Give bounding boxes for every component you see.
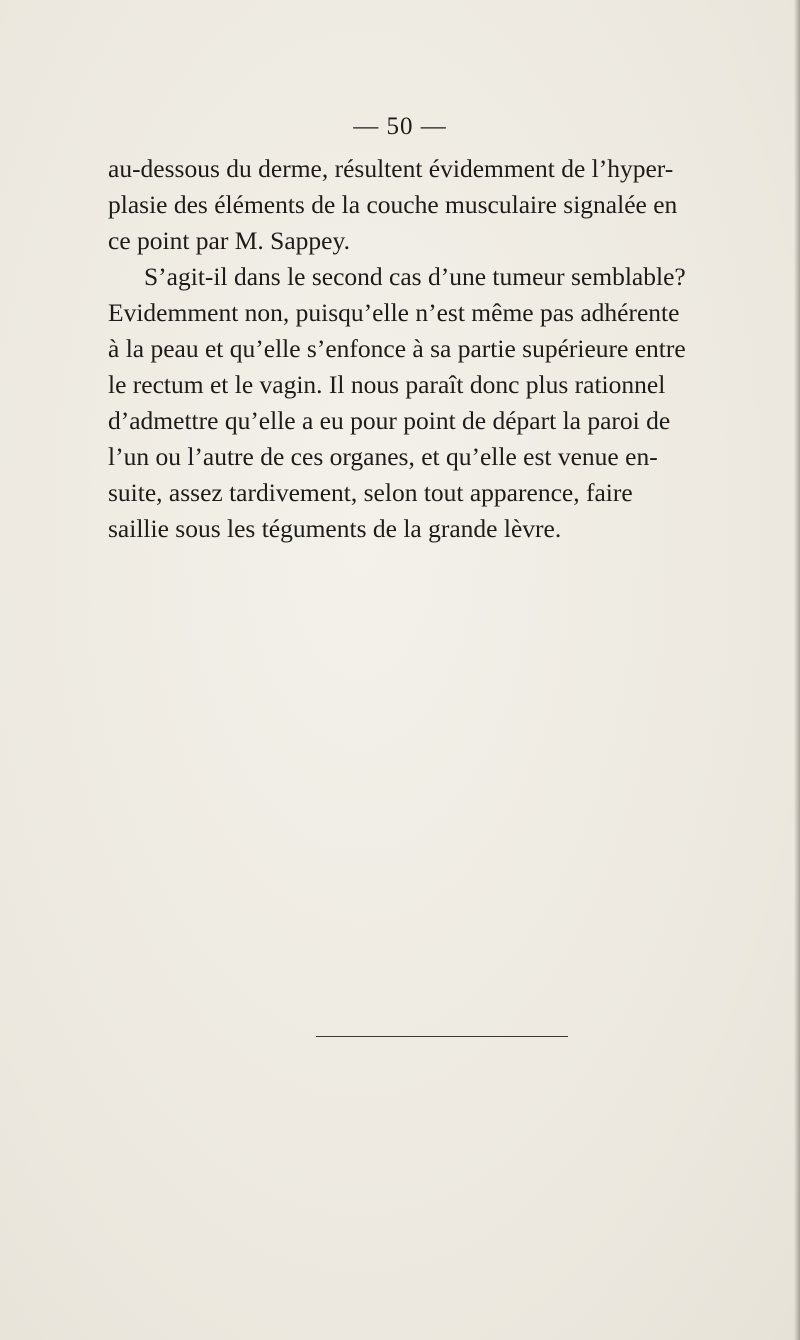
- text-line: à la peau et qu’elle s’enfonce à sa partie supérieure entre: [108, 334, 686, 363]
- body-paragraphs: [108, 151, 792, 547]
- text-line: ce point par M. Sappey.: [108, 226, 350, 255]
- text-line: l’un ou l’autre de ces organes, et qu’elle est venue en-: [108, 442, 658, 471]
- text-line: Evidemment non, puisqu’elle n’est même pas adhérente: [108, 298, 680, 327]
- text-line: suite, assez tardivement, selon tout apparence, faire: [108, 478, 633, 507]
- text-line: le rectum et le vagin. Il nous paraît donc plus rationnel: [108, 370, 666, 399]
- page-number: — 50 —: [353, 113, 447, 140]
- section-divider: [316, 1036, 568, 1037]
- text-line: saillie sous les téguments de la grande lèvre.: [108, 514, 562, 543]
- text-line: au-dessous du derme, résultent évidemment de l’hyper-: [108, 154, 674, 183]
- text-line-paragraph-start: S’agit-il dans le second cas d’une tumeur semblable?: [144, 262, 686, 291]
- text-line: plasie des éléments de la couche musculaire signalée en: [108, 190, 678, 219]
- text-line: d’admettre qu’elle a eu pour point de départ la paroi de: [108, 406, 671, 435]
- page-edge-shadow: [794, 0, 800, 1340]
